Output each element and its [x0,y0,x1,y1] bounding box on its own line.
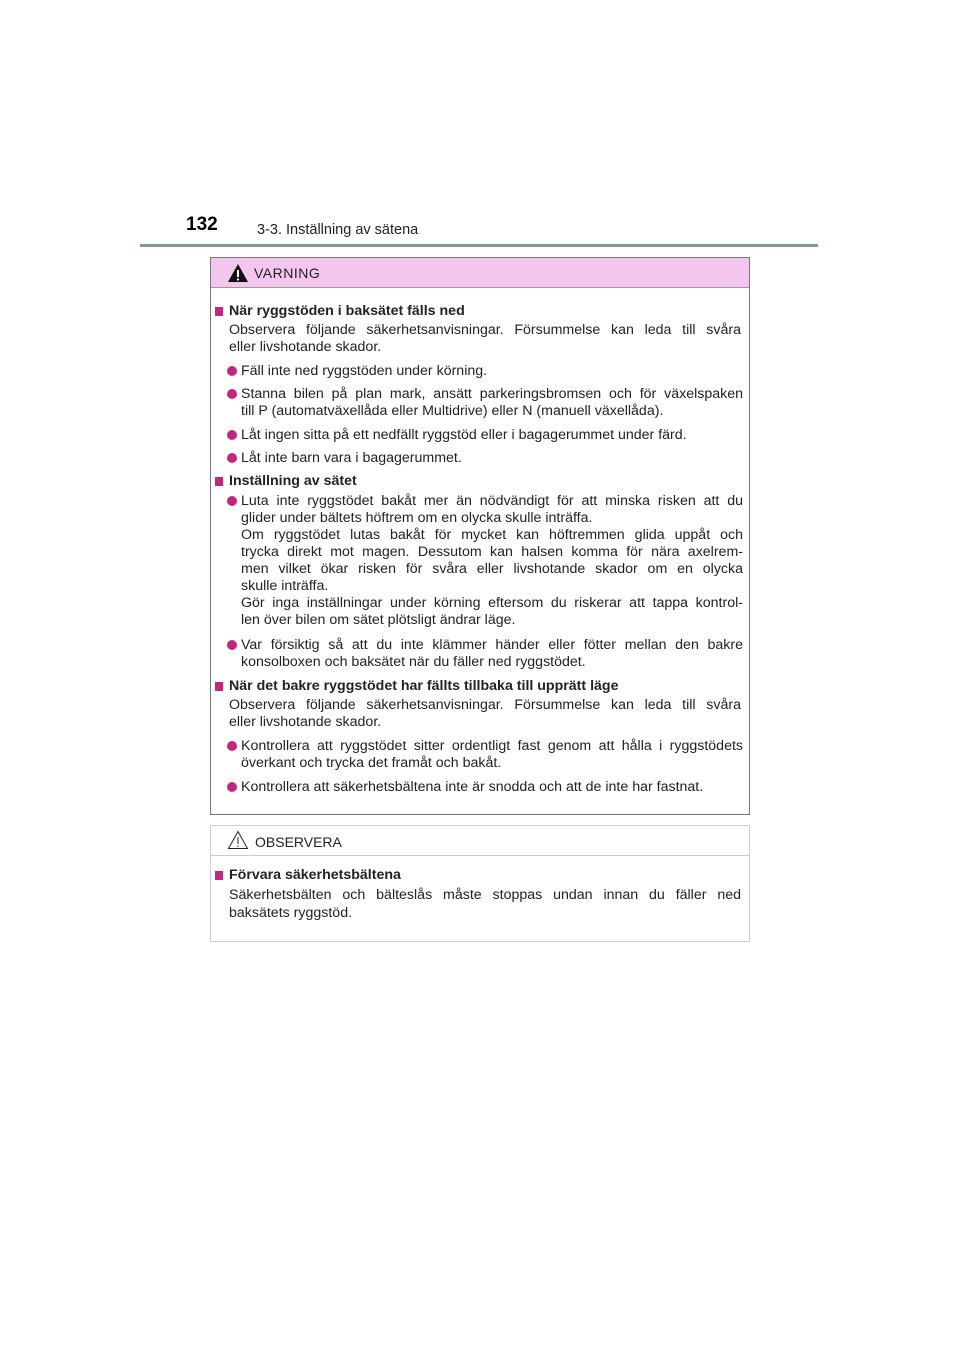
warning-triangle-icon [227,263,249,283]
bullet-line: glider under bältets höftrem om en olycka skulle inträffa. [241,510,593,526]
bullet-line: Stanna bilen på plan mark, ansätt parkeringsbromsen och för växelspaken [241,386,743,402]
bullet-line: Kontrollera att ryggstödet sitter ordentligt fast genom att hålla i ryggstödets [241,738,743,754]
bullet-dot [227,741,237,751]
bullet-dot [227,496,237,506]
page-header [186,214,826,244]
bullet-line: men vilket ökar risken för svåra eller livshotande skador om en olycka [241,561,743,577]
page-number: 132 [186,214,218,235]
paragraph-line: eller livshotande skador. [229,339,382,355]
paragraph-line: baksätets ryggstöd. [229,905,353,921]
bullet-line: konsolboxen och baksätet när du fäller ned ryggstödet. [241,654,586,670]
section-marker [215,682,223,691]
section-marker [215,477,223,486]
caution-triangle-icon [227,830,249,850]
notice-header [211,826,749,856]
paragraph-line: Säkerhetsbälten och bälteslås måste stoppas undan innan du fäller ned [229,887,741,903]
section-marker [215,307,223,316]
bullet-line: Kontrollera att säkerhetsbältena inte är snodda och att de inte har fastnat. [241,779,704,795]
section-heading: När det bakre ryggstödet har fällts tillbaka till upprätt läge [229,678,619,694]
bullet-dot [227,366,237,376]
bullet-dot [227,782,237,792]
bullet-dot [227,453,237,463]
bullet-line: len över bilen om sätet plötsligt ändrar läge. [241,612,516,628]
bullet-line: Låt inte barn vara i bagagerummet. [241,450,462,466]
paragraph-line: Observera följande säkerhetsanvisningar. Försummelse kan leda till svåra [229,322,741,338]
bullet-line: skulle inträffa. [241,578,329,594]
section-heading: Förvara säkerhetsbältena [229,867,401,883]
notice-label: OBSERVERA [255,834,342,850]
warning-label: VARNING [254,265,321,281]
warning-box [210,257,750,815]
header-rule [140,244,818,247]
bullet-line: till P (automatväxellåda eller Multidrive) eller N (manuell växellåda). [241,403,664,419]
bullet-line: Luta inte ryggstödet bakåt mer än nödvändigt för att minska risken att du [241,493,743,509]
bullet-line: Gör inga inställningar under körning eftersom du riskerar att tappa kontrol- [241,595,743,611]
section-heading: Inställning av sätet [229,473,357,489]
bullet-line: Låt ingen sitta på ett nedfällt ryggstöd eller i bagagerummet under färd. [241,427,687,443]
section-heading: När ryggstöden i baksätet fälls ned [229,303,465,319]
section-title: 3-3. Inställning av sätena [257,222,419,238]
bullet-line: överkant och trycka det framåt och bakåt. [241,755,502,771]
bullet-line: Fäll inte ned ryggstöden under körning. [241,363,488,379]
section-marker [215,871,223,880]
warning-header [211,258,749,288]
bullet-line: trycka direkt mot magen. Dessutom kan halsen komma för nära axelrem- [241,544,743,560]
bullet-line: Om ryggstödet lutas bakåt för mycket kan höftremmen glida uppåt och [241,527,743,543]
paragraph-line: Observera följande säkerhetsanvisningar. Försummelse kan leda till svåra [229,697,741,713]
notice-box [210,825,750,942]
bullet-line: Var försiktig så att du inte klämmer händer eller fötter mellan den bakre [241,637,743,653]
bullet-dot [227,430,237,440]
bullet-dot [227,389,237,399]
paragraph-line: eller livshotande skador. [229,714,382,730]
bullet-dot [227,640,237,650]
